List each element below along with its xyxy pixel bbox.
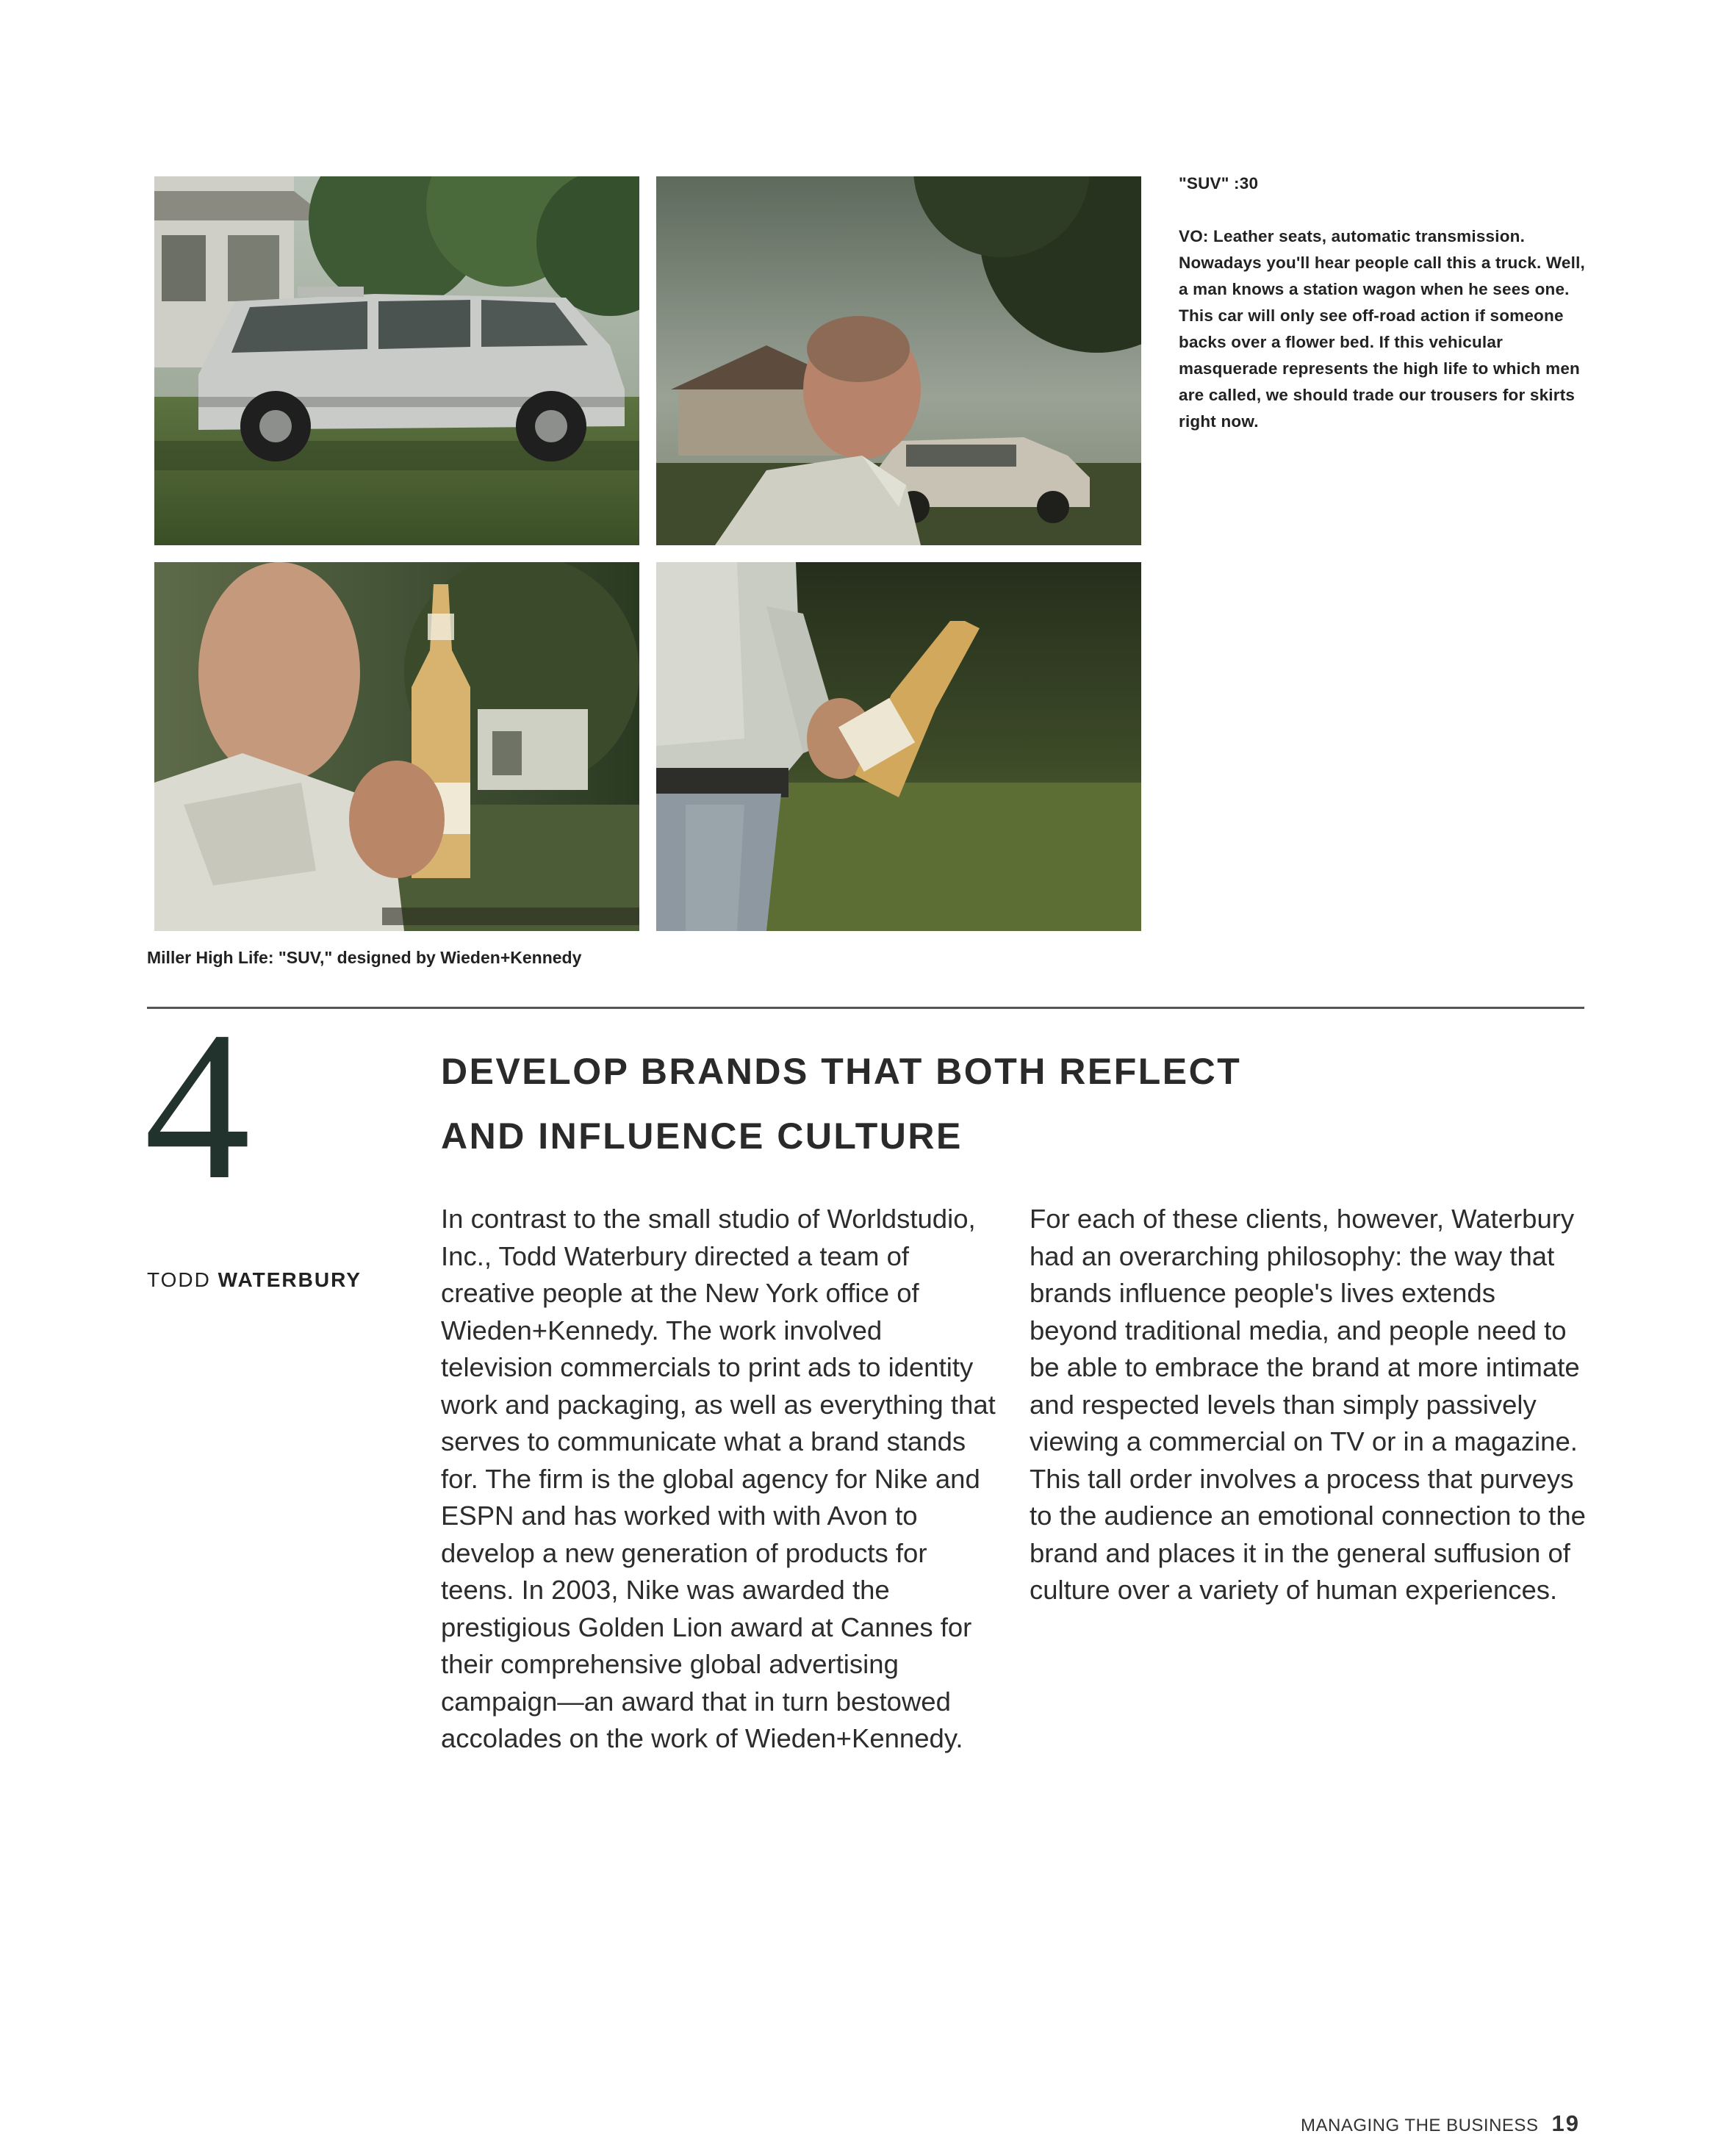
author-name bbox=[147, 1268, 362, 1292]
page-folio bbox=[1301, 2110, 1580, 2137]
spot-title: "SUV" :30 bbox=[1179, 174, 1259, 193]
headline-line-2: AND INFLUENCE CULTURE bbox=[441, 1115, 963, 1157]
photo-man-looking-at-car bbox=[656, 176, 1141, 545]
page-number: 19 bbox=[1551, 2110, 1580, 2136]
section-number: 4 bbox=[144, 988, 251, 1223]
running-footer: MANAGING THE BUSINESS bbox=[1301, 2116, 1539, 2135]
body-column-2: For each of these clients, however, Waterbury had an overarching philosophy: the way that brands influence people's lives extends beyond traditional media, and people need to be able to embrace the brand at more intimate and respected levels than simply passively viewing a commercial on TV or in a magazine. This tall order involves a process that purveys to the audience an emotional connection to the brand and places it in the general suffusion of culture over a variety of human experiences. bbox=[1030, 1204, 1586, 1605]
photo-suv-driveway bbox=[154, 176, 639, 545]
photo-man-drinking-beer bbox=[154, 562, 639, 931]
author-first-name: TODD bbox=[147, 1268, 211, 1291]
body-column-1: In contrast to the small studio of Worldstudio, Inc., Todd Waterbury directed a team of creative people at the New York office of Wieden+Kennedy. The work involved television commercials to print ads to identity work and packaging, as well as everything that serves to communicate what a brand stands for. The firm is the global agency for Nike and ESPN and has worked with with Avon to develop a new generation of products for teens. In 2003, Nike was awarded the prestigious Golden Lion award at Cannes for their comprehensive global advertising campaign—an award that in turn bestowed accolades on the work of Wieden+Kennedy. bbox=[441, 1204, 996, 1753]
photo-credit: Miller High Life: "SUV," designed by Wieden+Kennedy bbox=[147, 948, 582, 967]
headline-line-1: DEVELOP BRANDS THAT BOTH REFLECT bbox=[441, 1051, 1242, 1092]
author-last-name: WATERBURY bbox=[218, 1268, 362, 1291]
section-divider bbox=[147, 1007, 1584, 1009]
section-headline bbox=[441, 1039, 1396, 1168]
voiceover-text: VO: Leather seats, automatic transmission. Nowadays you'll hear people call this a truck. Well, a man knows a station wagon when he sees one. This car will only see off-road action if someone backs over a flower bed. If this vehicular masquerade represents the high life to which men are called, we should trade our trousers for skirts right now. bbox=[1179, 227, 1586, 431]
photo-man-holding-bottle bbox=[656, 562, 1141, 931]
commercial-caption bbox=[1179, 170, 1590, 435]
